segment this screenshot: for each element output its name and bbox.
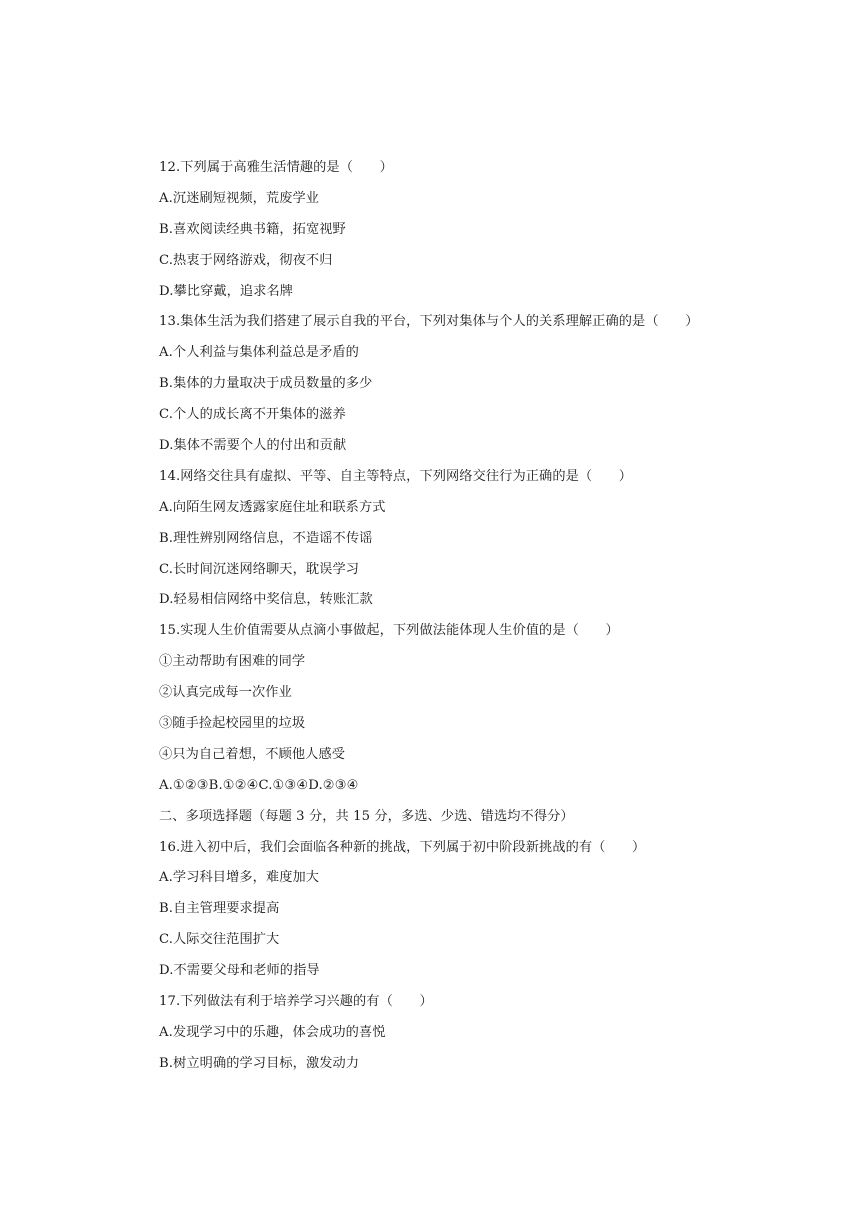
question-16-stem: 16.进入初中后，我们会面临各种新的挑战，下列属于初中阶段新挑战的有（ ） (159, 839, 646, 855)
question-14-stem: 14.网络交往具有虚拟、平等、自主等特点，下列网络交往行为正确的是（ ） (159, 468, 633, 484)
question-16-option-b: B.自主管理要求提高 (159, 901, 280, 917)
question-14-option-d: D.轻易相信网络中奖信息，转账汇款 (159, 592, 373, 608)
section-2-heading: 二、多项选择题（每题 3 分，共 15 分，多选、少选、错选均不得分） (159, 808, 574, 824)
question-16-option-a: A.学习科目增多，难度加大 (159, 870, 320, 886)
question-12-option-b: B.喜欢阅读经典书籍，拓宽视野 (159, 221, 346, 237)
question-13-option-d: D.集体不需要个人的付出和贡献 (159, 438, 347, 454)
question-15-stem: 15.实现人生价值需要从点滴小事做起，下列做法能体现人生价值的是（ ） (159, 623, 619, 639)
question-12-stem: 12.下列属于高雅生活情趣的是（ ） (159, 160, 393, 175)
question-15-options: A.①②③B.①②④C.①③④D.②③④ (159, 777, 359, 793)
question-12-option-c: C.热衷于网络游戏，彻夜不归 (159, 252, 333, 268)
question-13-option-c: C.个人的成长离不开集体的滋养 (159, 407, 346, 423)
question-16-option-d: D.不需要父母和老师的指导 (159, 963, 320, 979)
exam-content (159, 157, 779, 1084)
question-14-option-c: C.长时间沉迷网络聊天，耽误学习 (159, 561, 360, 577)
question-14-option-a: A.向陌生网友透露家庭住址和联系方式 (159, 499, 386, 515)
question-17-stem: 17.下列做法有利于培养学习兴趣的有（ ） (159, 994, 433, 1010)
question-17-option-a: A.发现学习中的乐趣，体会成功的喜悦 (159, 1024, 386, 1040)
question-17-option-b: B.树立明确的学习目标，激发动力 (159, 1055, 360, 1071)
question-15-item-2: ②认真完成每一次作业 (159, 685, 292, 701)
question-15-item-1: ①主动帮助有困难的同学 (159, 654, 306, 670)
question-15-item-3: ③随手捡起校园里的垃圾 (159, 716, 306, 732)
question-13-option-a: A.个人利益与集体利益总是矛盾的 (159, 345, 359, 361)
question-15-item-4: ④只为自己着想，不顾他人感受 (159, 746, 346, 762)
question-12-option-a: A.沉迷刷短视频，荒废学业 (159, 190, 320, 206)
question-14-option-b: B.理性辨别网络信息，不造谣不传谣 (159, 530, 373, 546)
question-12-option-d: D.攀比穿戴，追求名牌 (159, 283, 294, 299)
question-13-stem: 13.集体生活为我们搭建了展示自我的平台，下列对集体与个人的关系理解正确的是（ ） (159, 314, 699, 330)
question-13-option-b: B.集体的力量取决于成员数量的多少 (159, 376, 373, 392)
question-16-option-c: C.人际交往范围扩大 (159, 932, 280, 948)
